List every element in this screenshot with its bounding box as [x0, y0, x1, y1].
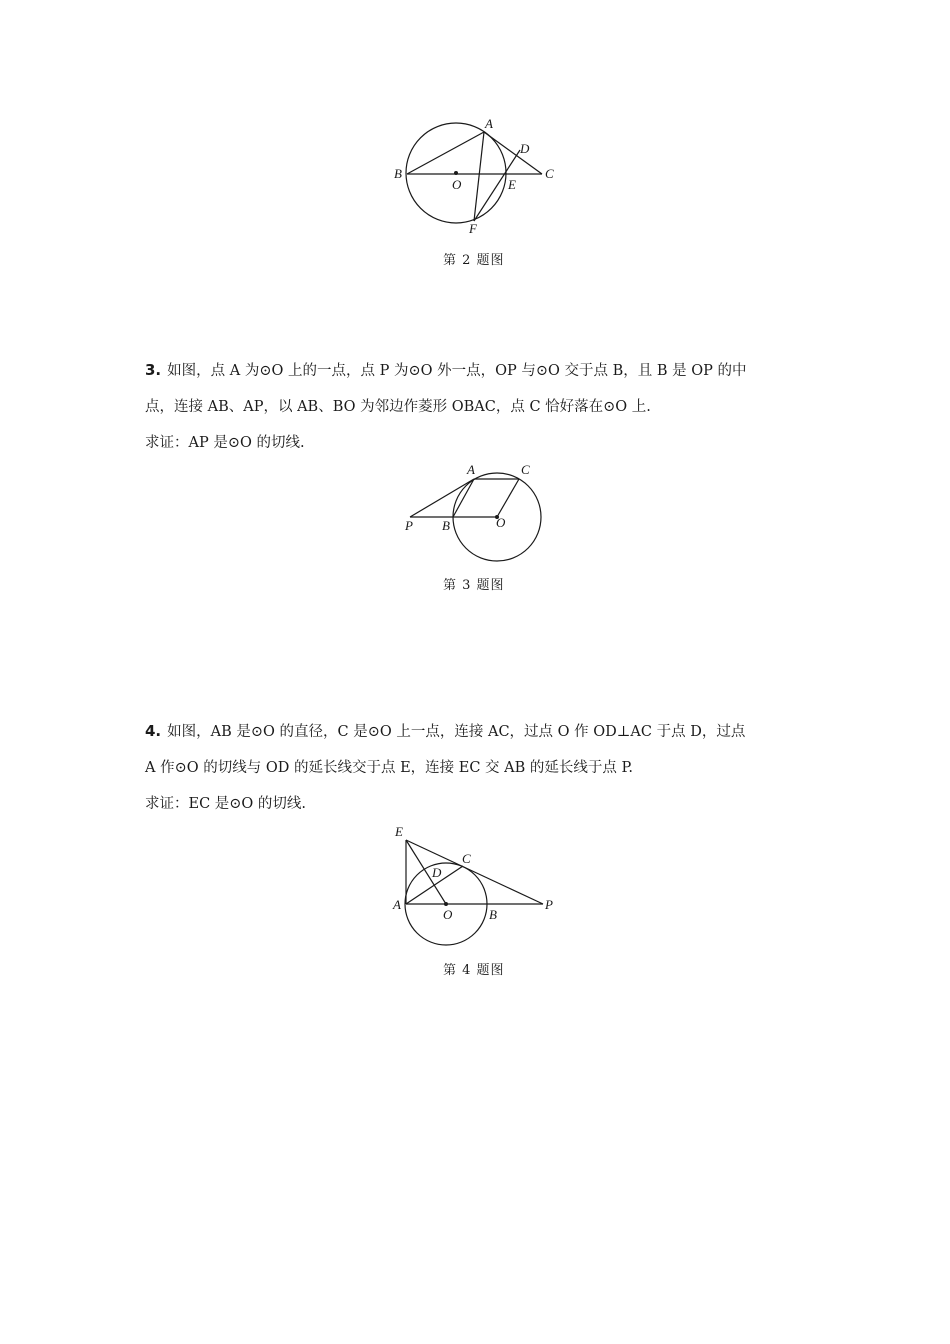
problem-text-line-2: A 作⊙O 的切线与 OD 的延长线交于点 E，连接 EC 交 AB 的延长线于点 P.	[145, 760, 633, 776]
point-label-b: B	[394, 166, 402, 181]
point-label-f: F	[469, 221, 477, 236]
point-label-b: B	[442, 518, 450, 533]
problem-number: 3.	[145, 361, 162, 379]
point-label-o: O	[496, 515, 506, 530]
point-label-c: C	[462, 851, 471, 866]
point-label-d: D	[520, 141, 530, 156]
point-label-o: O	[443, 907, 453, 922]
problem-4	[145, 713, 815, 822]
point-label-p: P	[405, 518, 413, 533]
figure-3-caption: 第 3 题图	[443, 578, 505, 593]
point-label-e: E	[395, 824, 403, 839]
point-label-p: P	[545, 897, 553, 912]
point-label-b: B	[489, 907, 497, 922]
point-label-d: D	[432, 865, 442, 880]
figure-4-caption: 第 4 题图	[443, 963, 505, 978]
figure-2-caption: 第 2 题图	[443, 253, 505, 268]
point-label-a: A	[467, 462, 475, 477]
problem-text-line-2: 点，连接 AB、AP，以 AB、BO 为邻边作菱形 OBAC，点 C 恰好落在⊙O 上.	[145, 399, 651, 415]
problem-3	[145, 352, 815, 461]
problem-text-line-1: 如图，点 A 为⊙O 上的一点，点 P 为⊙O 外一点，OP 与⊙O 交于点 B，且 B 是 OP 的中	[167, 363, 747, 379]
point-label-c: C	[545, 166, 554, 181]
point-label-a: A	[393, 897, 401, 912]
problem-text-line-1: 如图，AB 是⊙O 的直径，C 是⊙O 上一点，连接 AC，过点 O 作 OD⊥AC 于点 D，过点	[167, 724, 746, 740]
point-label-c: C	[521, 462, 530, 477]
point-label-a: A	[485, 116, 493, 131]
point-label-e: E	[508, 177, 516, 192]
proof-statement: 求证：EC 是⊙O 的切线.	[145, 796, 307, 812]
point-label-o: O	[452, 177, 462, 192]
proof-statement: 求证：AP 是⊙O 的切线.	[145, 435, 305, 451]
problem-number: 4.	[145, 722, 162, 740]
